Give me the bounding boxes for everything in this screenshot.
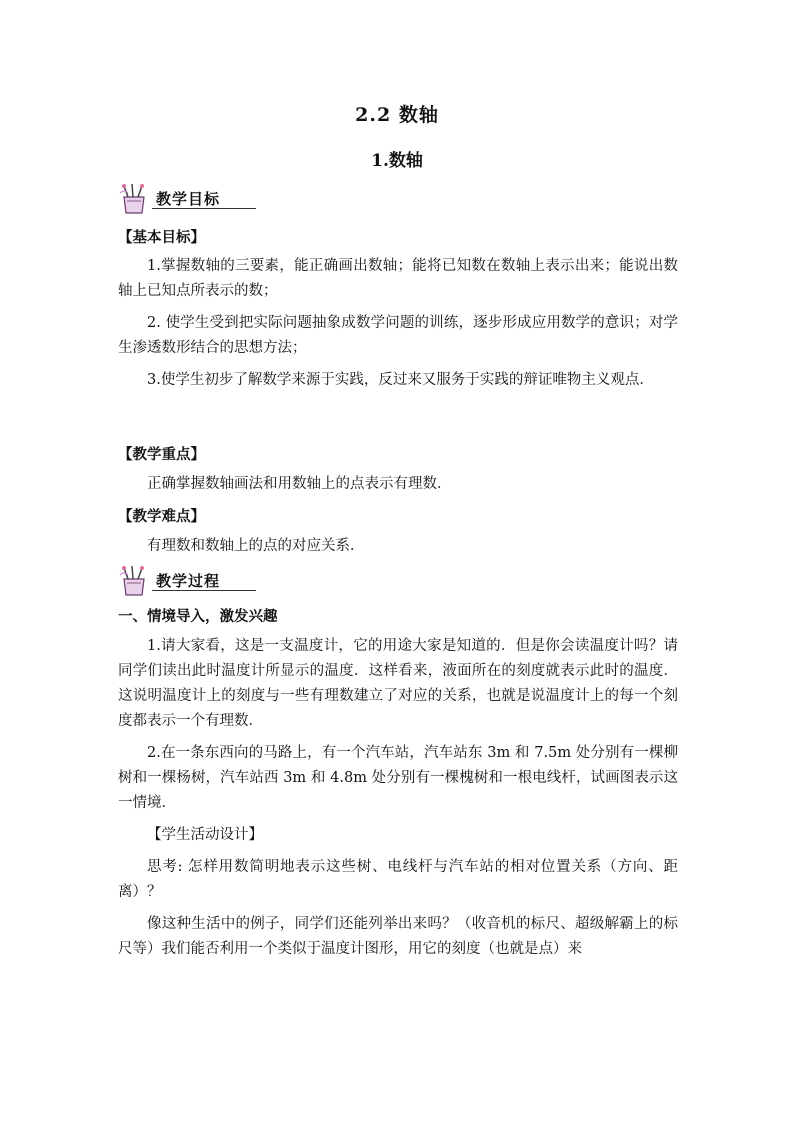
banner-underline	[152, 208, 256, 209]
goal-paragraph-3: 3.使学生初步了解数学来源于实践，反过来又服务于实践的辩证唯物主义观点．	[147, 372, 654, 388]
difficulty-block	[118, 534, 678, 566]
process-paragraph-3: 【学生活动设计】	[147, 827, 263, 843]
pencil-cup-icon	[118, 183, 154, 215]
banner-underline	[152, 590, 256, 591]
heading-key-point: 【教学重点】	[118, 447, 205, 463]
banner-label: 教学目标	[156, 190, 221, 208]
process-block	[118, 634, 678, 969]
goals-block	[118, 254, 678, 400]
heading-difficulty: 【教学难点】	[118, 509, 205, 525]
banner-label: 教学过程	[156, 572, 221, 590]
section-banner-goals	[118, 183, 258, 215]
goal-paragraph-2: 2. 使学生受到把实际问题抽象成数学问题的训练，逐步形成应用数学的意识；对学生渗透数形结合的思想方法；	[118, 315, 678, 356]
process-paragraph-1: 1.请大家看，这是一支温度计，它的用途大家是知道的．但是你会读温度计吗？请同学们读出此时温度计所显示的温度．这样看来，液面所在的刻度就表示此时的温度．这说明温度计上的刻度与一些有理数建立了对应的关系，也就是说温度计上的每一个刻度都表示一个有理数．	[118, 638, 678, 729]
process-paragraph-4: 思考: 怎样用数简明地表示这些树、电线杆与汽车站的相对位置关系（方向、距离）？	[118, 859, 678, 900]
process-paragraph-5: 像这种生活中的例子，同学们还能列举出来吗？（收音机的标尺、超级解霸上的标尺等）我们能否利用一个类似于温度计图形，用它的刻度（也就是点）来	[118, 916, 678, 957]
page-subtitle: 1.数轴	[371, 151, 423, 171]
heading-basic-goal: 【基本目标】	[118, 230, 205, 246]
heading-intro: 一、情境导入，激发兴趣	[118, 609, 278, 625]
goal-paragraph-1: 1.掌握数轴的三要素，能正确画出数轴；能将已知数在数轴上表示出来；能说出数轴上已知点所表示的数；	[118, 258, 678, 299]
key-point-text: 正确掌握数轴画法和用数轴上的点表示有理数．	[147, 476, 452, 492]
section-banner-process	[118, 565, 258, 597]
key-point-block	[118, 472, 678, 504]
difficulty-text: 有理数和数轴上的点的对应关系．	[147, 538, 365, 554]
pencil-cup-icon	[118, 565, 154, 597]
process-paragraph-2: 2.在一条东西向的马路上，有一个汽车站，汽车站东 3m 和 7.5m 处分别有一棵柳树和一棵杨树，汽车站西 3m 和 4.8m 处分别有一棵槐树和一根电线杆，试画图表示这一情境．	[118, 745, 678, 811]
page-title: 2.2 数轴	[355, 104, 439, 126]
